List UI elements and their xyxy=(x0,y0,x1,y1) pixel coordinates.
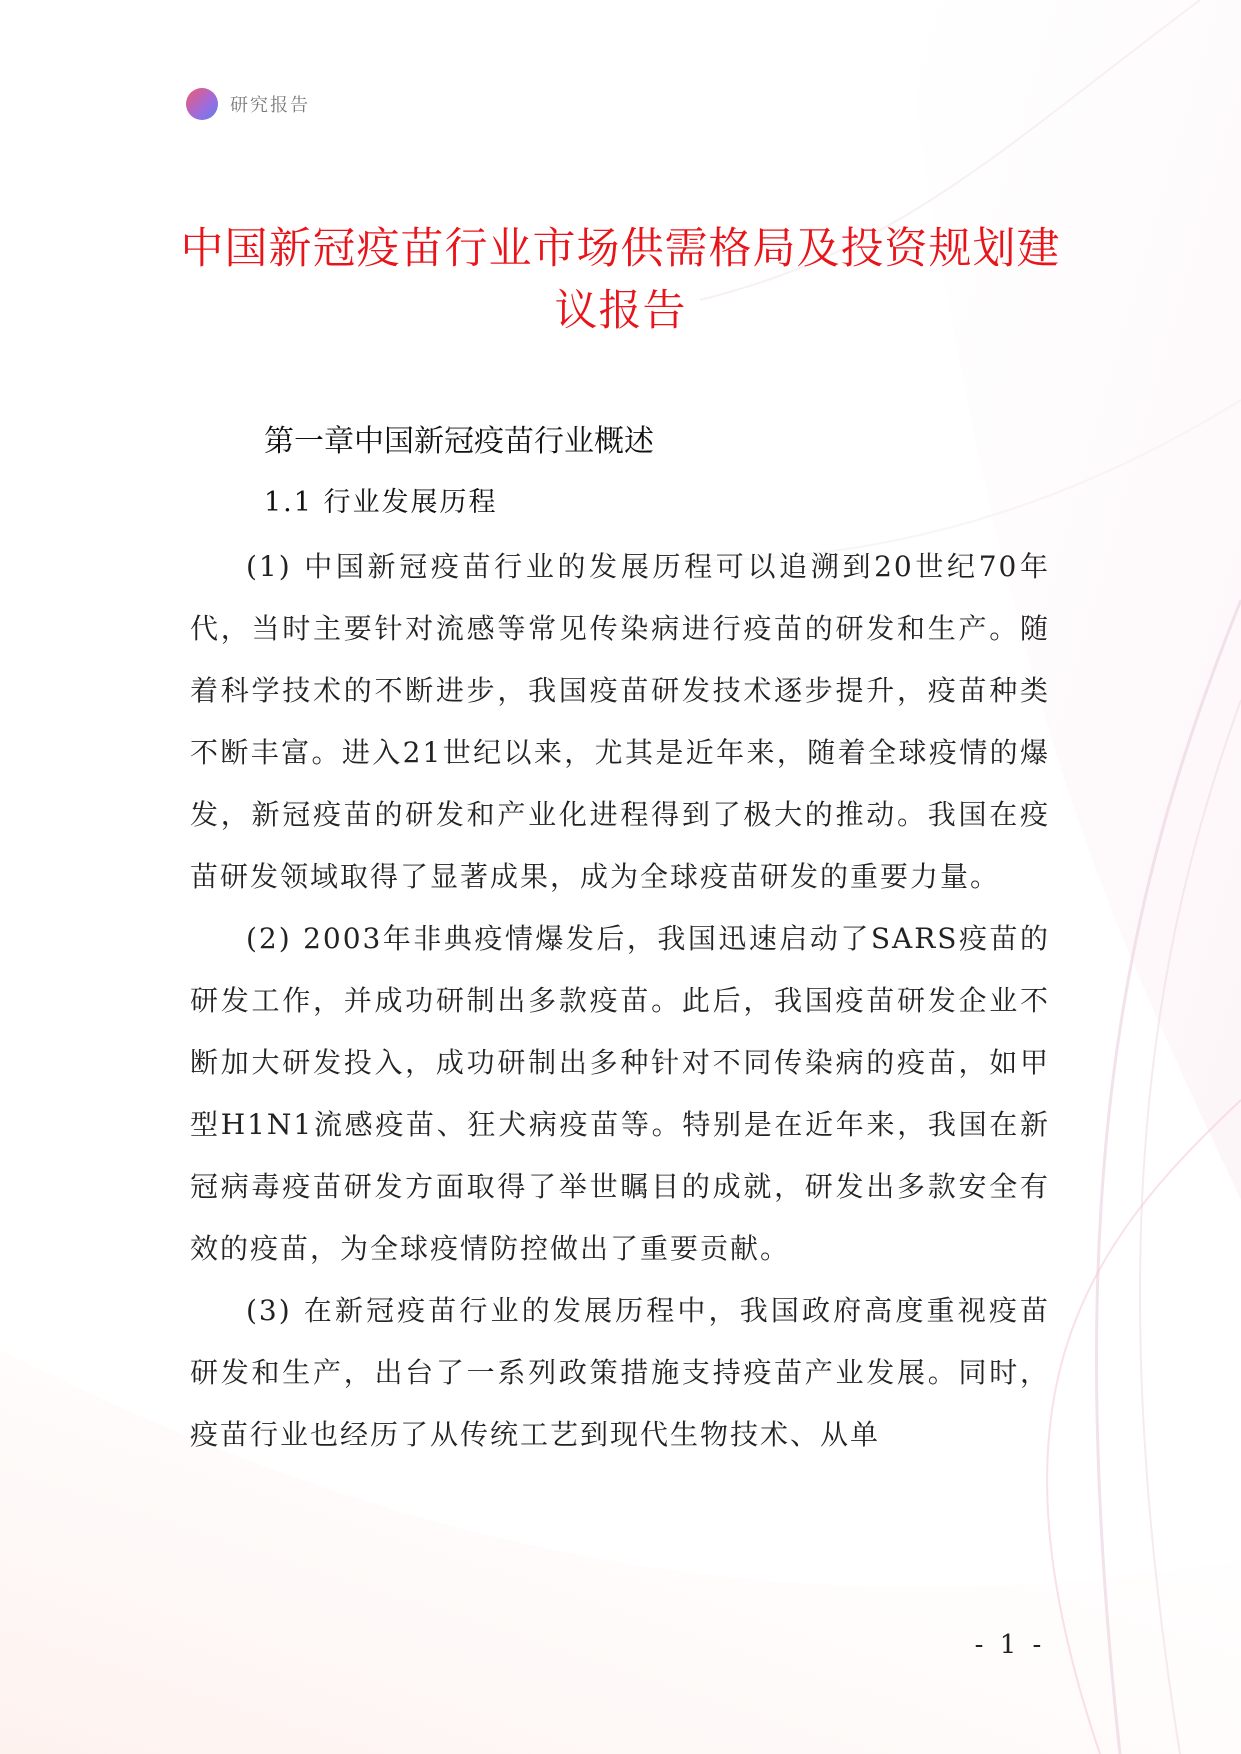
brand-text: 研究报告 xyxy=(230,95,310,116)
logo-icon xyxy=(186,88,218,120)
paragraph: (1) 中国新冠疫苗行业的发展历程可以追溯到20世纪70年代，当时主要针对流感等常见传染病进行疫苗的研发和生产。随着科学技术的不断进步，我国疫苗研发技术逐步提升，疫苗种类不断丰富。进入21世纪以来，尤其是近年来，随着全球疫情的爆发，新冠疫苗的研发和产业化进程得到了极大的推动。我国在疫苗研发领域取得了显著成果，成为全球疫苗研发的重要力量。 xyxy=(190,550,1050,893)
page-number: - 1 - xyxy=(974,1630,1046,1660)
report-title: 中国新冠疫苗行业市场供需格局及投资规划建议报告 xyxy=(180,224,1061,336)
paragraph: (3) 在新冠疫苗行业的发展历程中，我国政府高度重视疫苗研发和生产，出台了一系列政策措施支持疫苗产业发展。同时，疫苗行业也经历了从传统工艺到现代生物技术、从单 xyxy=(190,1294,1050,1451)
paragraph: (2) 2003年非典疫情爆发后，我国迅速启动了SARS疫苗的研发工作，并成功研制出多款疫苗。此后，我国疫苗研发企业不断加大研发投入，成功研制出多种针对不同传染病的疫苗，如甲型H1N1流感疫苗、狂犬病疫苗等。特别是在近年来，我国在新冠病毒疫苗研发方面取得了举世瞩目的成就，研发出多款安全有效的疫苗，为全球疫情防控做出了重要贡献。 xyxy=(190,922,1050,1265)
chapter-heading: 第一章中国新冠疫苗行业概述 xyxy=(264,424,654,459)
body-text xyxy=(190,536,1050,1466)
header-brand xyxy=(186,88,310,120)
section-heading: 1.1 行业发展历程 xyxy=(264,487,498,518)
